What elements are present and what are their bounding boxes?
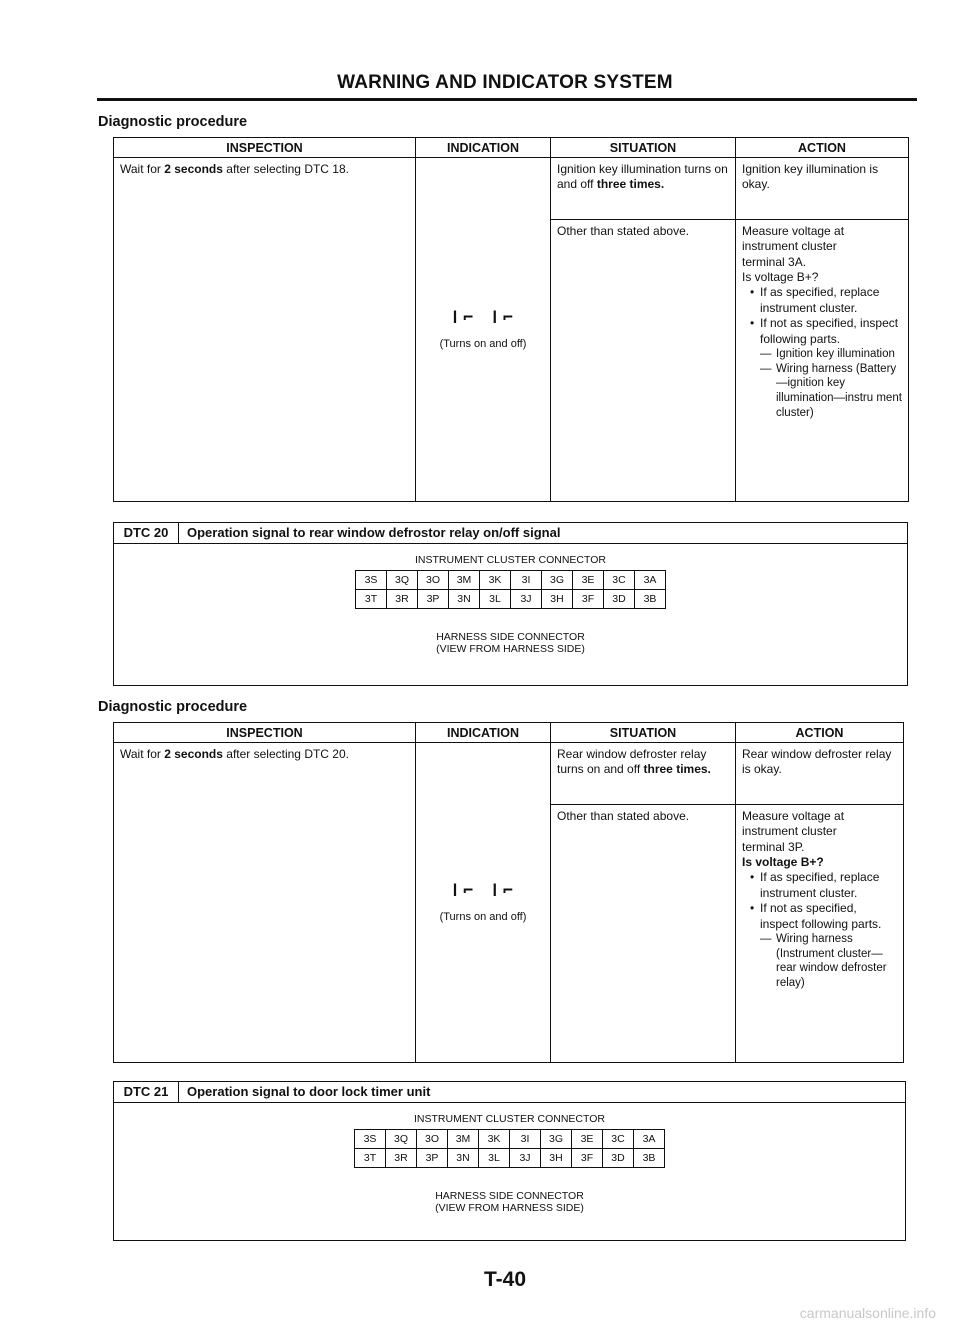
diag1-title: Diagnostic procedure	[98, 114, 248, 130]
connector-row	[356, 590, 666, 609]
diag1-col-action: ACTION	[736, 138, 909, 158]
terminal: 3L	[479, 1149, 510, 1168]
terminal: 3K	[480, 571, 511, 590]
dtc21-harness-label: HARNESS SIDE CONNECTOR	[435, 1190, 584, 1202]
dtc21-header	[114, 1082, 905, 1103]
terminal: 3D	[603, 1149, 634, 1168]
terminal: 3G	[541, 1130, 572, 1149]
terminal: 3C	[604, 571, 635, 590]
header-rule	[97, 98, 917, 101]
diag2-row1	[114, 743, 904, 805]
diag2-col-situation: SITUATION	[551, 723, 736, 743]
terminal: 3P	[418, 590, 449, 609]
watermark: carmanualsonline.info	[799, 1305, 936, 1321]
terminal: 3M	[449, 571, 480, 590]
diag1-col-inspection: INSPECTION	[114, 138, 416, 158]
dtc20-code: DTC 20	[114, 523, 179, 543]
terminal: 3B	[634, 1149, 665, 1168]
terminal: 3F	[572, 1149, 603, 1168]
terminal: 3F	[573, 590, 604, 609]
dtc21-harness-view: (VIEW FROM HARNESS SIDE)	[435, 1202, 584, 1214]
terminal: 3R	[387, 590, 418, 609]
terminal: 3S	[355, 1130, 386, 1149]
terminal: 3N	[449, 590, 480, 609]
terminal: 3T	[356, 590, 387, 609]
diag2-col-inspection: INSPECTION	[114, 723, 416, 743]
diag1-inspection-cell: Wait for 2 seconds after selecting DTC 18.	[114, 158, 416, 502]
connector-row	[355, 1130, 665, 1149]
dtc20-harness-view: (VIEW FROM HARNESS SIDE)	[436, 643, 585, 655]
diag1-col-indication: INDICATION	[416, 138, 551, 158]
terminal: 3L	[480, 590, 511, 609]
connector-row	[355, 1149, 665, 1168]
diag2-col-indication: INDICATION	[416, 723, 551, 743]
diag1-action-bullets: • If as specified, replace instrument cluster. • If not as specified, inspect following parts.	[742, 285, 902, 346]
diag2-situation1: Rear window defroster relay turns on and off three times.	[551, 743, 736, 805]
terminal: 3T	[355, 1149, 386, 1168]
diag1-situation1: Ignition key illumination turns on and off three times.	[551, 158, 736, 220]
terminal: 3P	[417, 1149, 448, 1168]
diag2-col-action: ACTION	[736, 723, 904, 743]
dtc20-connector-label: INSTRUMENT CLUSTER CONNECTOR	[415, 554, 606, 566]
diag1-header-row	[114, 138, 909, 158]
terminal: 3R	[386, 1149, 417, 1168]
dtc20-connector-diagram	[355, 570, 666, 609]
dtc20-box	[113, 522, 908, 686]
terminal: 3I	[511, 571, 542, 590]
page-number: T-40	[483, 1268, 527, 1291]
terminal: 3S	[356, 571, 387, 590]
terminal: 3E	[572, 1130, 603, 1149]
diag1-col-situation: SITUATION	[551, 138, 736, 158]
terminal: 3C	[603, 1130, 634, 1149]
terminal: 3J	[511, 590, 542, 609]
dtc20-description: Operation signal to rear window defrostor relay on/off signal	[187, 525, 561, 540]
diag1-table-wrap	[113, 137, 909, 502]
dtc20-header	[114, 523, 907, 544]
connector-row	[356, 571, 666, 590]
terminal: 3A	[634, 1130, 665, 1149]
diag1-indication-cell: ǀ⌐ ǀ⌐ (Turns on and off)	[416, 158, 551, 502]
terminal: 3H	[542, 590, 573, 609]
diag1-table	[113, 137, 909, 502]
terminal: 3O	[417, 1130, 448, 1149]
diag2-table-wrap	[113, 722, 904, 1063]
terminal: 3N	[448, 1149, 479, 1168]
diag1-situation2: Other than stated above.	[551, 220, 736, 502]
dtc21-connector-diagram	[354, 1129, 665, 1168]
diag2-indication-cell: ǀ⌐ ǀ⌐ (Turns on and off)	[416, 743, 551, 1063]
terminal: 3O	[418, 571, 449, 590]
diag2-table	[113, 722, 904, 1063]
diag2-parts-list: — Wiring harness (Instrument cluster—rear window defroster relay)	[742, 932, 897, 991]
terminal: 3M	[448, 1130, 479, 1149]
dtc21-connector-label: INSTRUMENT CLUSTER CONNECTOR	[414, 1113, 605, 1125]
terminal: 3G	[542, 571, 573, 590]
dtc20-harness-label: HARNESS SIDE CONNECTOR	[436, 631, 585, 643]
diag2-header-row	[114, 723, 904, 743]
terminal: 3E	[573, 571, 604, 590]
terminal: 3Q	[387, 571, 418, 590]
diag2-action2: Measure voltage at instrument cluster terminal 3P. Is voltage B+? • If as specified, replace instrument cluster. • If not as specified, inspect following parts. — Wiring harness (Instrument cluster—rear window defroster relay)	[736, 805, 904, 1063]
page-title: WARNING AND INDICATOR SYSTEM	[337, 72, 673, 93]
dtc21-box	[113, 1081, 906, 1241]
terminal: 3B	[635, 590, 666, 609]
diag2-action-bullets: • If as specified, replace instrument cluster. • If not as specified, inspect following parts.	[742, 870, 897, 931]
dtc21-description: Operation signal to door lock timer unit	[187, 1084, 431, 1099]
terminal: 3I	[510, 1130, 541, 1149]
diag2-situation2: Other than stated above.	[551, 805, 736, 1063]
diag1-action2: Measure voltage at instrument cluster terminal 3A. Is voltage B+? • If as specified, replace instrument cluster. • If not as specified, inspect following parts. — Ignition key illumination — Wiring harness (Battery—ignition key illumination—instru ment cluster)	[736, 220, 909, 502]
terminal: 3A	[635, 571, 666, 590]
terminal: 3K	[479, 1130, 510, 1149]
terminal: 3H	[541, 1149, 572, 1168]
diag2-action1: Rear window defroster relay is okay.	[736, 743, 904, 805]
diag1-action1: Ignition key illumination is okay.	[736, 158, 909, 220]
terminal: 3D	[604, 590, 635, 609]
diag1-row1	[114, 158, 909, 220]
terminal: 3J	[510, 1149, 541, 1168]
indicator-symbol-icon: ǀ⌐ ǀ⌐	[449, 880, 517, 901]
diag2-inspection-cell: Wait for 2 seconds after selecting DTC 20.	[114, 743, 416, 1063]
diag1-parts-list: — Ignition key illumination — Wiring harness (Battery—ignition key illumination—instru ment cluster)	[742, 347, 902, 421]
dtc21-code: DTC 21	[114, 1082, 179, 1102]
indicator-symbol-icon: ǀ⌐ ǀ⌐	[449, 307, 517, 328]
diag2-title: Diagnostic procedure	[98, 699, 248, 715]
terminal: 3Q	[386, 1130, 417, 1149]
